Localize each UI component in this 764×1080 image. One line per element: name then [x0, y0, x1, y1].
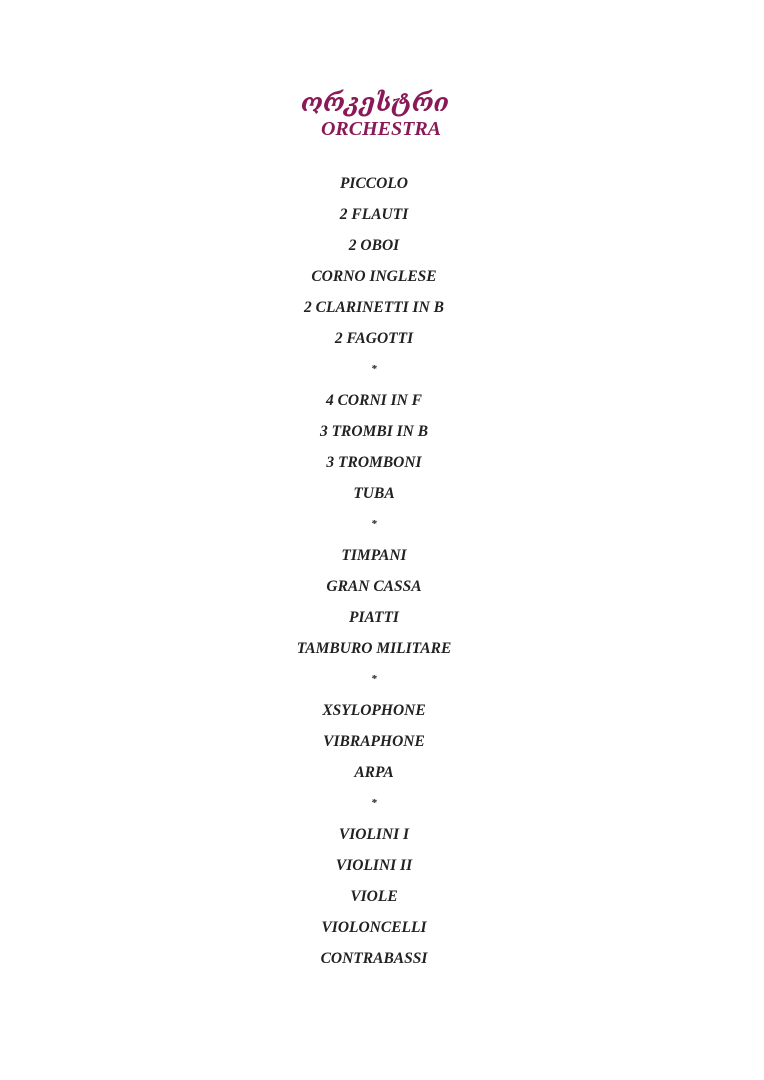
title-georgian: ორკესტრი: [300, 88, 449, 117]
instrument-item: 4 CORNI IN F: [325, 392, 423, 409]
instrument-item: 2 OBOI: [348, 237, 400, 254]
instrument-item: TUBA: [353, 485, 395, 502]
instrument-item: VIOLINI II: [335, 857, 413, 874]
instrument-item: 3 TROMBI IN B: [319, 423, 429, 440]
instrument-item: TAMBURO MILITARE: [296, 640, 452, 657]
section-separator: *: [371, 518, 377, 530]
section-separator: *: [371, 797, 377, 809]
instrument-list: [0, 168, 764, 974]
instrument-item: VIOLINI I: [338, 826, 410, 843]
instrument-item: VIBRAPHONE: [323, 733, 425, 750]
instrument-item: TIMPANI: [341, 547, 407, 564]
instrument-item: VIOLONCELLI: [321, 919, 427, 936]
instrument-item: 2 FAGOTTI: [334, 330, 414, 347]
instrument-item: PIATTI: [349, 609, 399, 626]
instrument-item: GRAN CASSA: [326, 578, 422, 595]
instrument-item: 2 CLARINETTI IN B: [304, 299, 444, 316]
instrument-item: XSYLOPHONE: [322, 702, 426, 719]
instrument-item: 2 FLAUTI: [339, 206, 409, 223]
title-english: ORCHESTRA: [320, 118, 442, 140]
instrument-item: 3 TROMBONI: [326, 454, 422, 471]
title-block: [0, 88, 764, 140]
section-separator: *: [371, 673, 377, 685]
instrument-item: CORNO INGLESE: [311, 268, 437, 285]
section-separator: *: [371, 363, 377, 375]
instrument-item: CONTRABASSI: [320, 950, 428, 967]
instrument-item: ARPA: [354, 764, 394, 781]
instrument-item: VIOLE: [350, 888, 398, 905]
instrument-item: PICCOLO: [339, 175, 409, 192]
